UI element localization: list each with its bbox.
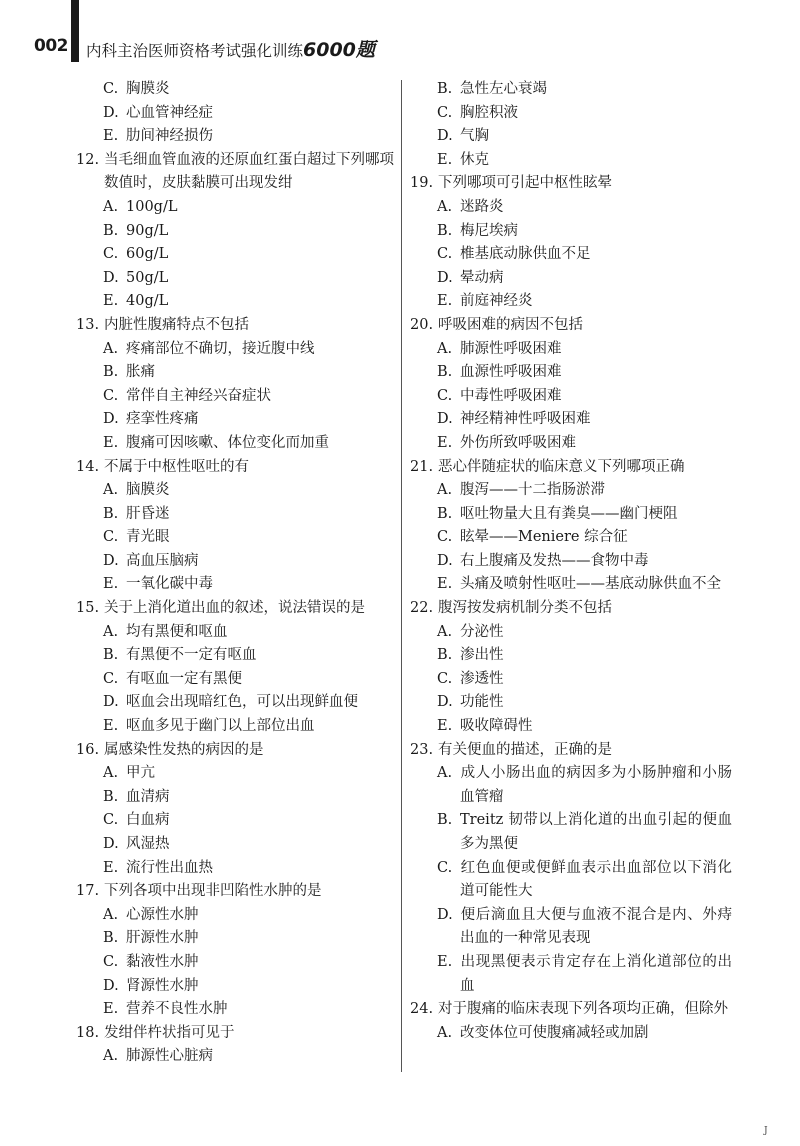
answer-option [410,338,732,362]
option-label: C. [437,246,453,263]
option-text: 便后滴血且大便与血液不混合是内、外痔出血的一种常见表现 [460,906,732,947]
option-label: B. [103,505,119,522]
answer-option [76,998,394,1022]
option-text: 右上腹痛及发热——食物中毒 [460,552,649,569]
question-number: 22. [410,600,434,617]
question-number: 16. [76,741,100,758]
option-label: D. [103,104,119,121]
question-text: 恶心伴随症状的临床意义下列哪项正确 [438,458,685,475]
question-text: 当毛细血管血液的还原血红蛋白超过下列哪项数值时，皮肤黏膜可出现发绀 [104,151,394,192]
option-label: D. [103,694,119,711]
option-text: 流行性出血热 [126,859,213,876]
option-text: 呕血会出现暗红色，可以出现鲜血便 [126,694,358,711]
option-text: 眩晕——Meniere 综合征 [460,529,628,546]
question-number: 20. [410,316,434,333]
option-text: 中毒性呼吸困难 [460,387,562,404]
option-label: C. [103,387,119,404]
answer-option [76,809,394,833]
option-text: 痉挛性疼痛 [126,411,199,428]
option-label: D. [103,552,119,569]
option-text: 风湿热 [126,836,170,852]
option-text: 肾源性水肿 [126,977,199,994]
answer-option [76,951,394,975]
question-number: 15. [76,600,100,617]
option-text: 红色血便或便鲜血表示出血部位以下消化道可能性大 [460,859,732,900]
option-text: 营养不良性水肿 [126,1001,228,1018]
answer-option [76,691,394,715]
corner-mark: J [764,1126,768,1136]
option-label: A. [103,1048,119,1065]
option-label: C. [103,670,119,687]
book-title-count: 6000题 [303,39,375,61]
option-text: 前庭神经炎 [460,293,533,310]
question-number: 23. [410,741,434,758]
option-text: Treitz 韧带以上消化道的出血引起的便血多为黑便 [460,812,732,852]
option-text: 胸腔积液 [460,104,518,121]
question-stem [410,456,732,480]
question-text: 对于腹痛的临床表现下列各项均正确，但除外 [438,1001,728,1018]
option-label: B. [437,812,453,829]
option-label: E. [437,718,453,735]
option-text: 胀痛 [126,364,155,381]
question-number: 13. [76,316,100,333]
option-label: E. [103,859,119,876]
option-label: C. [437,859,453,876]
option-label: D. [437,128,453,145]
option-label: B. [437,505,453,522]
option-text: 神经精神性呼吸困难 [460,411,591,428]
answer-option [410,385,732,409]
option-text: 有黑便不一定有呕血 [126,647,257,664]
option-label: C. [437,387,453,404]
option-label: E. [437,576,453,593]
answer-option [76,196,394,220]
question-text: 内脏性腹痛特点不包括 [104,316,249,333]
right-column [410,78,732,1045]
option-label: C. [437,529,453,546]
option-text: 分泌性 [460,623,504,640]
question-number: 12. [76,151,100,168]
option-label: D. [437,411,453,428]
option-label: B. [437,81,453,97]
option-text: 60g/L [126,246,169,263]
option-label: C. [103,246,119,263]
book-title [86,35,375,62]
answer-option [76,857,394,881]
question-text: 腹泻按发病机制分类不包括 [438,600,612,617]
answer-option [76,220,394,244]
option-label: E. [103,576,119,593]
option-label: E. [437,293,453,310]
question-text: 下列各项中出现非凹陷性水肿的是 [104,883,322,900]
option-label: A. [103,623,119,640]
page-number: 002 [34,36,68,56]
option-label: D. [103,977,119,994]
answer-option [76,786,394,810]
option-text: 渗出性 [460,647,504,664]
page-header [34,28,774,68]
column-divider [401,80,402,1072]
option-text: 常伴自主神经兴奋症状 [126,387,271,404]
question-stem [76,739,394,763]
option-label: E. [437,953,453,970]
option-text: 白血病 [126,812,170,829]
answer-option [410,715,732,739]
option-text: 呕血多见于幽门以上部位出血 [126,718,315,735]
header-bar [71,0,79,62]
option-text: 血清病 [126,788,170,805]
answer-option [76,1045,394,1069]
option-text: 脑膜炎 [126,482,170,499]
answer-option [76,408,394,432]
answer-option [410,644,732,668]
option-text: 胸膜炎 [126,81,170,97]
option-label: E. [437,434,453,451]
answer-option [76,550,394,574]
answer-option [410,809,732,856]
option-label: D. [437,269,453,286]
answer-option [410,573,732,597]
answer-option [76,975,394,999]
option-label: C. [437,670,453,687]
option-text: 功能性 [460,694,504,711]
answer-option [76,927,394,951]
answer-option [76,621,394,645]
answer-option [76,125,394,149]
option-text: 有呕血一定有黑便 [126,670,242,687]
option-label: B. [103,364,119,381]
answer-option [410,125,732,149]
question-stem [76,1022,394,1046]
option-label: D. [103,411,119,428]
option-label: A. [437,482,453,499]
answer-option [76,479,394,503]
option-text: 黏液性水肿 [126,953,199,970]
answer-option [76,267,394,291]
option-label: B. [103,222,119,239]
option-text: 腹痛可因咳嗽、体位变化而加重 [126,434,329,451]
option-label: C. [103,529,119,546]
answer-option [410,432,732,456]
option-label: E. [437,151,453,168]
option-text: 腹泻——十二指肠淤滞 [460,482,605,499]
option-label: A. [437,1024,453,1041]
question-text: 呼吸困难的病因不包括 [438,316,583,333]
answer-option [410,621,732,645]
option-text: 血源性呼吸困难 [460,364,562,381]
answer-option [76,573,394,597]
option-label: A. [103,482,119,499]
question-stem [76,456,394,480]
answer-option [76,78,394,102]
option-text: 疼痛部位不确切，接近腹中线 [126,340,315,357]
answer-option [410,951,732,998]
question-stem [76,149,394,196]
option-label: D. [103,269,119,286]
option-text: 晕动病 [460,269,504,286]
option-text: 一氧化碳中毒 [126,576,213,593]
question-stem [76,597,394,621]
option-text: 高血压脑病 [126,552,199,569]
option-label: B. [103,647,119,664]
answer-option [76,904,394,928]
option-text: 迷路炎 [460,198,504,215]
option-text: 改变体位可使腹痛减轻或加剧 [460,1024,649,1041]
option-text: 肝昏迷 [126,505,170,522]
question-stem [410,314,732,338]
option-text: 肺源性呼吸困难 [460,340,562,357]
answer-option [76,338,394,362]
option-label: A. [103,765,119,782]
answer-option [410,290,732,314]
book-title-text: 内科主治医师资格考试强化训练 [86,42,304,60]
option-text: 均有黑便和呕血 [126,623,228,640]
option-text: 100g/L [126,198,178,215]
option-label: A. [437,198,453,215]
answer-option [410,149,732,173]
option-label: C. [103,81,119,97]
option-text: 90g/L [126,222,169,239]
answer-option [410,550,732,574]
left-column [76,78,394,1069]
option-text: 肋间神经损伤 [126,128,213,145]
answer-option [76,668,394,692]
question-number: 18. [76,1024,100,1041]
answer-option [76,361,394,385]
option-text: 急性左心衰竭 [460,81,547,97]
option-label: D. [437,552,453,569]
answer-option [76,715,394,739]
option-label: A. [103,906,119,923]
answer-option [410,220,732,244]
answer-option [76,644,394,668]
option-label: E. [103,293,119,310]
question-stem [76,314,394,338]
question-stem [410,998,732,1022]
question-number: 14. [76,458,100,475]
option-text: 渗透性 [460,670,504,687]
answer-option [410,526,732,550]
option-label: B. [103,930,119,947]
option-text: 出现黑便表示肯定存在上消化道部位的出血 [460,953,732,994]
question-text: 有关便血的描述，正确的是 [438,741,612,758]
option-text: 休克 [460,151,489,168]
option-label: A. [103,340,119,357]
answer-option [76,290,394,314]
option-text: 肺源性心脏病 [126,1048,213,1065]
option-text: 吸收障碍性 [460,718,533,735]
option-text: 呕吐物量大且有粪臭——幽门梗阻 [460,505,678,522]
question-stem [410,172,732,196]
option-text: 气胸 [460,128,489,145]
option-text: 椎基底动脉供血不足 [460,246,591,263]
option-label: E. [103,434,119,451]
option-text: 外伤所致呼吸困难 [460,434,576,451]
option-label: A. [437,765,453,782]
answer-option [410,267,732,291]
option-label: B. [437,222,453,239]
option-text: 肝源性水肿 [126,930,199,947]
answer-option [410,503,732,527]
question-stem [410,597,732,621]
answer-option [76,385,394,409]
answer-option [410,102,732,126]
option-label: B. [437,647,453,664]
option-label: A. [437,623,453,640]
question-stem [410,739,732,763]
option-text: 甲亢 [126,765,155,782]
option-label: C. [437,104,453,121]
question-number: 21. [410,458,434,475]
option-label: D. [103,836,119,852]
answer-option [410,1022,732,1046]
answer-option [410,361,732,385]
option-label: D. [437,906,453,923]
question-text: 关于上消化道出血的叙述，说法错误的是 [104,600,365,617]
answer-option [410,762,732,809]
option-text: 成人小肠出血的病因多为小肠肿瘤和小肠血管瘤 [460,765,732,805]
option-text: 梅尼埃病 [460,222,518,239]
option-label: B. [103,788,119,805]
answer-option [410,904,732,951]
answer-option [76,503,394,527]
answer-option [410,408,732,432]
answer-option [76,526,394,550]
option-label: E. [103,1001,119,1018]
answer-option [410,479,732,503]
answer-option [410,196,732,220]
question-stem [76,880,394,904]
question-number: 17. [76,883,100,900]
option-label: E. [103,718,119,735]
question-text: 属感染性发热的病因的是 [104,741,264,758]
option-label: D. [437,694,453,711]
option-text: 头痛及喷射性呕吐——基底动脉供血不全 [460,576,721,593]
question-text: 下列哪项可引起中枢性眩晕 [438,175,612,192]
question-text: 不属于中枢性呕吐的有 [104,458,249,475]
answer-option [76,762,394,786]
option-text: 青光眼 [126,529,170,546]
option-text: 心源性水肿 [126,906,199,923]
answer-option [410,243,732,267]
answer-option [76,243,394,267]
answer-option [410,691,732,715]
option-label: A. [103,198,119,215]
option-text: 心血管神经症 [126,104,213,121]
option-text: 50g/L [126,269,169,286]
option-label: E. [103,128,119,145]
answer-option [410,668,732,692]
option-label: C. [103,953,119,970]
question-text: 发绀伴杵状指可见于 [104,1024,235,1041]
question-number: 24. [410,1001,434,1018]
option-label: C. [103,812,119,829]
answer-option [76,102,394,126]
answer-option [410,78,732,102]
answer-option [76,833,394,857]
option-label: B. [437,364,453,381]
option-label: A. [437,340,453,357]
option-text: 40g/L [126,293,169,310]
answer-option [76,432,394,456]
question-number: 19. [410,175,434,192]
answer-option [410,857,732,904]
